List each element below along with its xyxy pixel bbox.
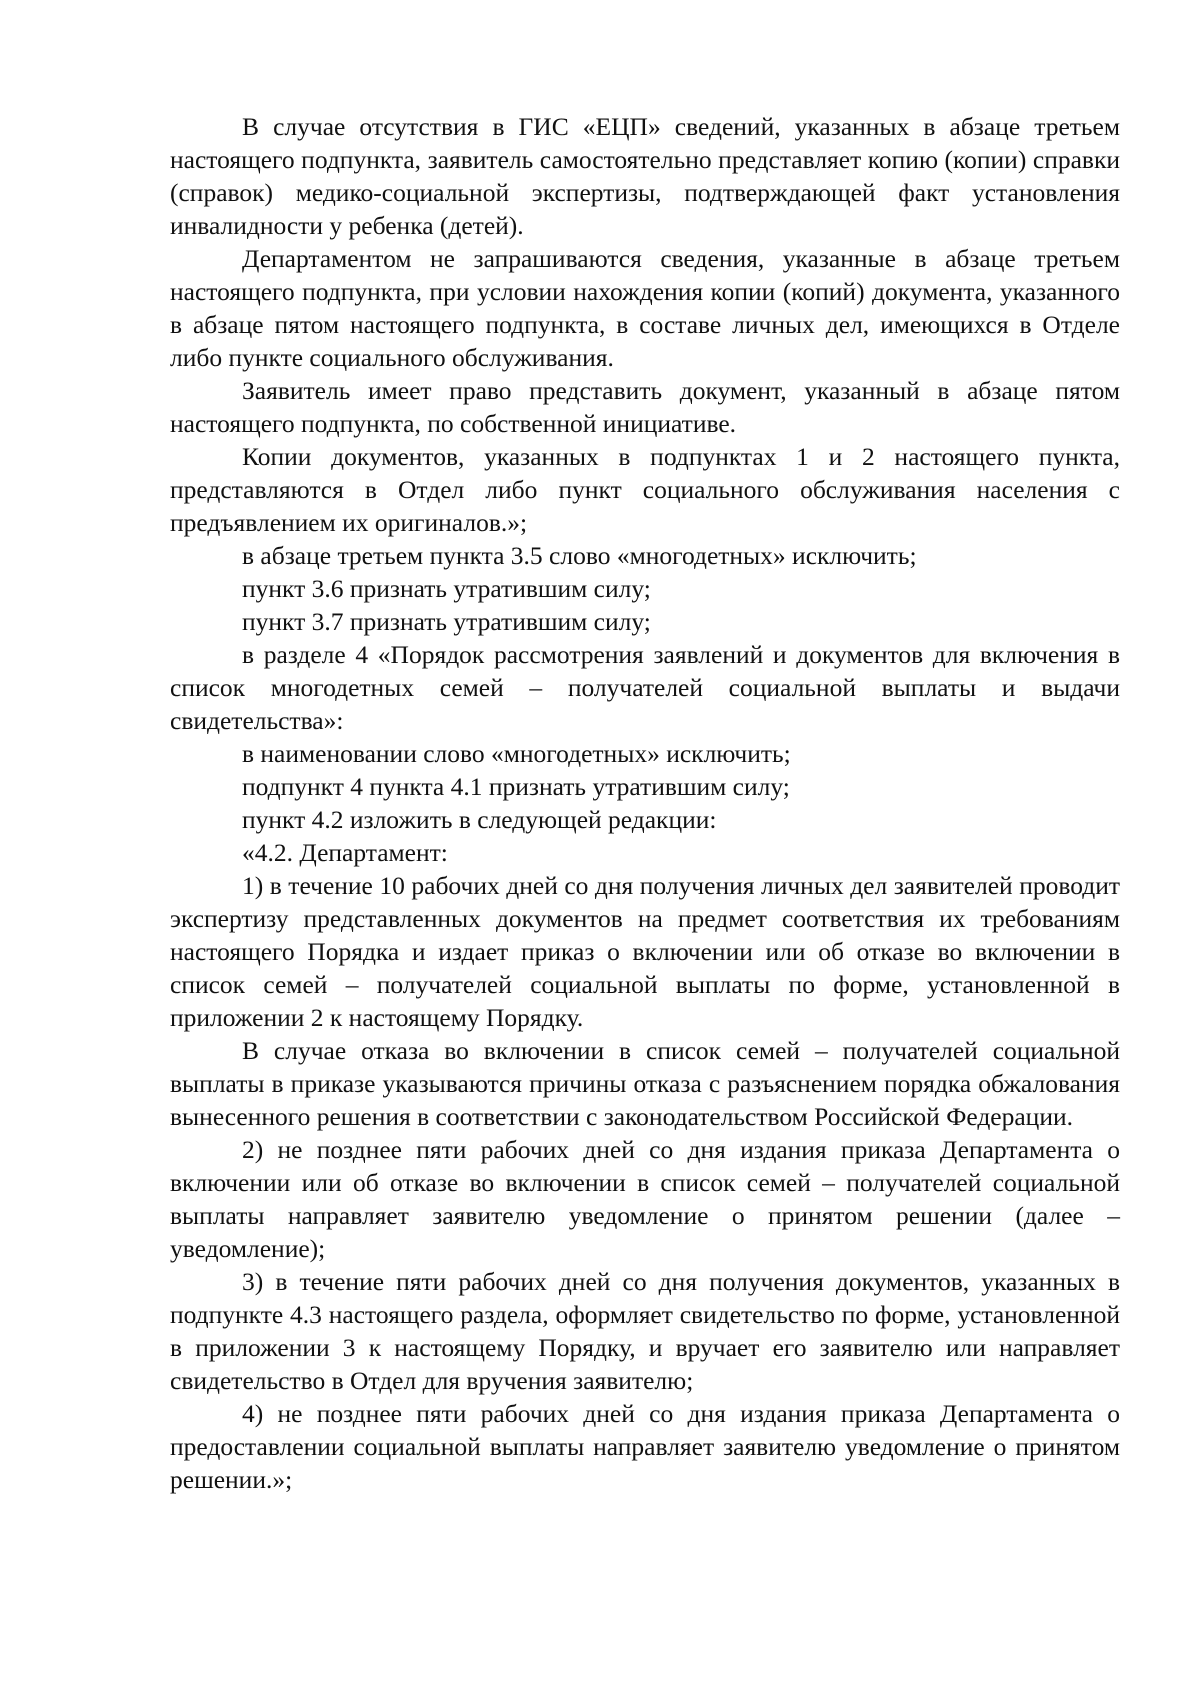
paragraph: Департаментом не запрашиваются сведения, указанные в абзаце третьем настоящего подпункта, при условии нахождения копии (копий) документа, указанного в абзаце пятом настоящего подпункта, в составе личных дел, имеющихся в Отделе либо пункте социального обслуживания. [170,244,1120,372]
paragraph: пункт 3.7 признать утратившим силу; [242,607,651,636]
paragraph: пункт 3.6 признать утратившим силу; [242,574,651,603]
paragraph: в абзаце третьем пункта 3.5 слово «многодетных» исключить; [242,541,917,570]
paragraph: 3) в течение пяти рабочих дней со дня получения документов, указанных в подпункте 4.3 настоящего раздела, оформляет свидетельство по форме, установленной в приложении 3 к настоящему Порядку, и вручает его заявителю или направляет свидетельство в Отдел для вручения заявителю; [170,1267,1120,1395]
paragraph: 4) не позднее пяти рабочих дней со дня издания приказа Департамента о предоставлении социальной выплаты направляет заявителю уведомление о принятом решении.»; [170,1399,1120,1494]
document-body [170,110,1120,1496]
paragraph: в разделе 4 «Порядок рассмотрения заявлений и документов для включения в список многодетных семей – получателей социальной выплаты и выдачи свидетельства»: [170,640,1120,735]
paragraph: подпункт 4 пункта 4.1 признать утратившим силу; [242,772,790,801]
paragraph: В случае отсутствия в ГИС «ЕЦП» сведений, указанных в абзаце третьем настоящего подпункта, заявитель самостоятельно представляет копию (копии) справки (справок) медико-социальной экспертизы, подтверждающей факт установления инвалидности у ребенка (детей). [170,112,1120,240]
paragraph: в наименовании слово «многодетных» исключить; [242,739,791,768]
paragraph: Заявитель имеет право представить документ, указанный в абзаце пятом настоящего подпункта, по собственной инициативе. [170,376,1120,438]
paragraph: Копии документов, указанных в подпунктах 1 и 2 настоящего пункта, представляются в Отдел либо пункт социального обслуживания населения с предъявлением их оригиналов.»; [170,442,1120,537]
paragraph: «4.2. Департамент: [242,838,448,867]
paragraph: В случае отказа во включении в список семей – получателей социальной выплаты в приказе указываются причины отказа с разъяснением порядка обжалования вынесенного решения в соответствии с законодательством Российской Федерации. [170,1036,1120,1131]
paragraph: 2) не позднее пяти рабочих дней со дня издания приказа Департамента о включении или об отказе во включении в список семей – получателей социальной выплаты направляет заявителю уведомление о принятом решении (далее – уведомление); [170,1135,1120,1263]
paragraph: пункт 4.2 изложить в следующей редакции: [242,805,717,834]
paragraph: 1) в течение 10 рабочих дней со дня получения личных дел заявителей проводит экспертизу представленных документов на предмет соответствия их требованиям настоящего Порядка и издает приказ о включении или об отказе во включении в список семей – получателей социальной выплаты по форме, установленной в приложении 2 к настоящему Порядку. [170,871,1120,1032]
